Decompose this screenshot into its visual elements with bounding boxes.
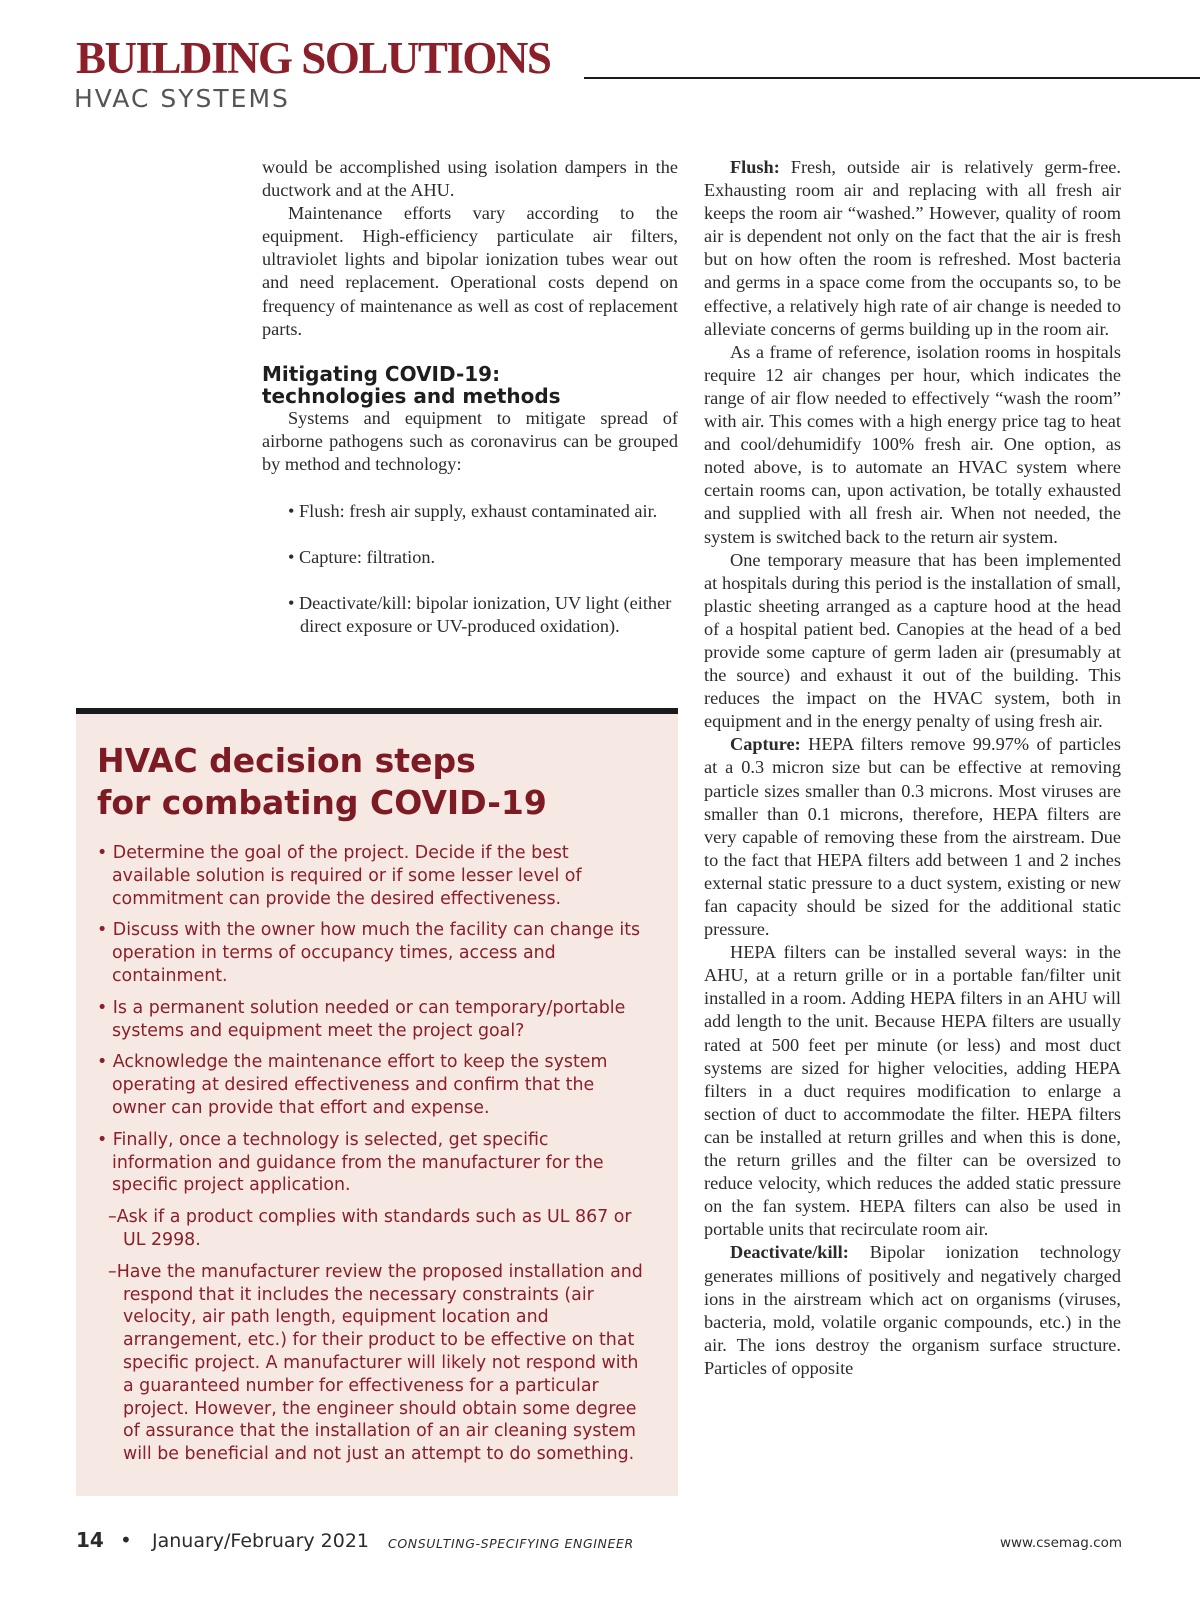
paragraph: Maintenance efforts vary according to the equipment. High-efficiency particulate air filters, ultraviolet lights and bipolar ionization tubes wear out and need replacement. Operational costs depend on frequency of maintenance as well as cost of replacement parts. <box>262 203 678 339</box>
decision-steps-list <box>97 842 652 1475</box>
footer-separator: • <box>120 1528 132 1552</box>
paragraph: As a frame of reference, isolation rooms in hospitals require 12 air changes per hour, which indicates the range of air flow needed to effectively “wash the room” with air. This comes with a high energy price tag to heat and cool/dehumidify 100% fresh air. One option, as noted above, is to automate an HVAC system where certain rooms can, upon activation, be totally exhausted and supplied with all fresh air. When not needed, the system is switched back to the return air system. <box>704 341 1121 547</box>
sub-list-item: –Have the manufacturer review the proposed installation and respond that it includes the necessary constraints (air velocity, air path length, equipment location and arrangement, etc.) for their product to be effective on that specific project. A manufacturer will likely not respond with a guaranteed number for effectiveness for a particular project. However, the engineer should obtain some degree of assurance that the installation of an air cleaning system will be beneficial and not just an attempt to do something. <box>108 1261 643 1465</box>
subhead-line: technologies and methods <box>262 383 561 408</box>
run-in-head: Deactivate/kill: <box>730 1242 849 1263</box>
paragraph: would be accomplished using isolation dampers in the ductwork and at the AHU. <box>262 157 678 201</box>
sidebar-title-line: HVAC decision steps <box>97 741 476 780</box>
header-title: BUILDING SOLUTIONS <box>76 33 551 83</box>
list-item: • Acknowledge the maintenance effort to keep the system operating at desired effectiveness and confirm that the owner can provide that effort and expense. <box>97 1051 652 1119</box>
paragraph: Systems and equipment to mitigate spread of airborne pathogens such as coronavirus can be grouped by method and technology: <box>262 407 678 474</box>
subhead-line: Mitigating COVID-19: <box>262 361 501 386</box>
paragraph <box>704 733 1121 941</box>
right-column <box>704 156 1121 1380</box>
list-item: • Discuss with the owner how much the facility can change its operation in terms of occupancy times, access and containment. <box>97 919 652 987</box>
paragraph-text: HEPA filters remove 99.97% of particles at a 0.3 micron size but can be effective at removing particle sizes smaller than 0.3 microns. Most viruses are smaller than 0.1 microns, therefore, HEPA filters are very capable of removing these from the airstream. Due to the fact that HEPA filters add between 1 and 2 inches external static pressure to a duct system, existing or new fan capacity should be sized for the additional static pressure. <box>704 734 1121 940</box>
list-item: • Capture: filtration. <box>288 546 678 569</box>
sidebar-title <box>97 740 547 824</box>
sidebar-title-line: for combating COVID-19 <box>97 783 547 822</box>
section-subhead <box>262 363 678 407</box>
page-number: 14 <box>76 1528 104 1552</box>
list-item: • Is a permanent solution needed or can temporary/portable systems and equipment meet the project goal? <box>97 997 652 1043</box>
header-subtitle: HVAC SYSTEMS <box>74 84 290 113</box>
list-item: • Deactivate/kill: bipolar ionization, UV light (either direct exposure or UV-produced oxidation). <box>288 592 678 638</box>
sub-list-item: –Ask if a product complies with standards such as UL 867 or UL 2998. <box>108 1207 632 1250</box>
paragraph: HEPA filters can be installed several ways: in the AHU, at a return grille or in a portable fan/filter unit installed in a room. Adding HEPA filters in an AHU will add length to the unit. Because HEPA filters are usually rated at 500 feet per minute (or less) and most duct systems are sized for higher velocities, adding HEPA filters in a duct requires modification to enlarge a section of duct to accommodate the filter. HEPA filters can be installed at return grilles and when this is done, the return grilles and the filter can be oversized to reduce velocity, which reduces the added static pressure on the fan system. HEPA filters can also be used in portable units that recirculate room air. <box>704 942 1121 1240</box>
run-in-head: Capture: <box>730 734 801 755</box>
paragraph-text: Bipolar ionization technology generates millions of positively and negatively charged ions in the airstream which act on organisms (viruses, bacteria, mold, volatile organic compounds, etc.) in the air. The ions destroy the organism surface structure. Particles of opposite <box>704 1242 1121 1378</box>
issue-date: January/February 2021 <box>152 1530 370 1552</box>
paragraph: One temporary measure that has been implemented at hospitals during this period is the installation of small, plastic sheeting arranged as a capture hood at the head of a hospital patient bed. Canopies at the head of a bed provide some capture of germ laden air (presumably at the source) and exhaust it out of the building. This reduces the impact on the HVAC system, both in equipment and in the energy penalty of using fresh air. <box>704 549 1121 732</box>
magazine-name: CONSULTING-SPECIFYING ENGINEER <box>388 1536 634 1551</box>
left-column <box>262 156 678 638</box>
method-bullet-list <box>288 500 678 638</box>
header-rule <box>584 77 1200 79</box>
paragraph-text: Fresh, outside air is relatively germ-free. Exhausting room air and replacing with all fresh air keeps the room air “washed.” However, quality of room air is dependent not only on the fact that the air is fresh but on how often the room is refreshed. Most bacteria and germs in a space come from the occupants so, to be effective, a relatively high rate of air change is needed to alleviate concerns of germs building up in the room air. <box>704 157 1121 339</box>
list-item: • Finally, once a technology is selected, get specific information and guidance from the manufacturer for the specific project application. <box>97 1129 652 1197</box>
sidebar-box <box>76 708 678 1496</box>
list-item: • Flush: fresh air supply, exhaust contaminated air. <box>288 500 678 523</box>
paragraph <box>704 1241 1121 1380</box>
run-in-head: Flush: <box>730 157 780 177</box>
paragraph <box>704 156 1121 341</box>
website-url: www.csemag.com <box>999 1535 1122 1551</box>
list-item: • Determine the goal of the project. Decide if the best available solution is required or if some lesser level of commitment can provide the desired effectiveness. <box>97 842 652 910</box>
